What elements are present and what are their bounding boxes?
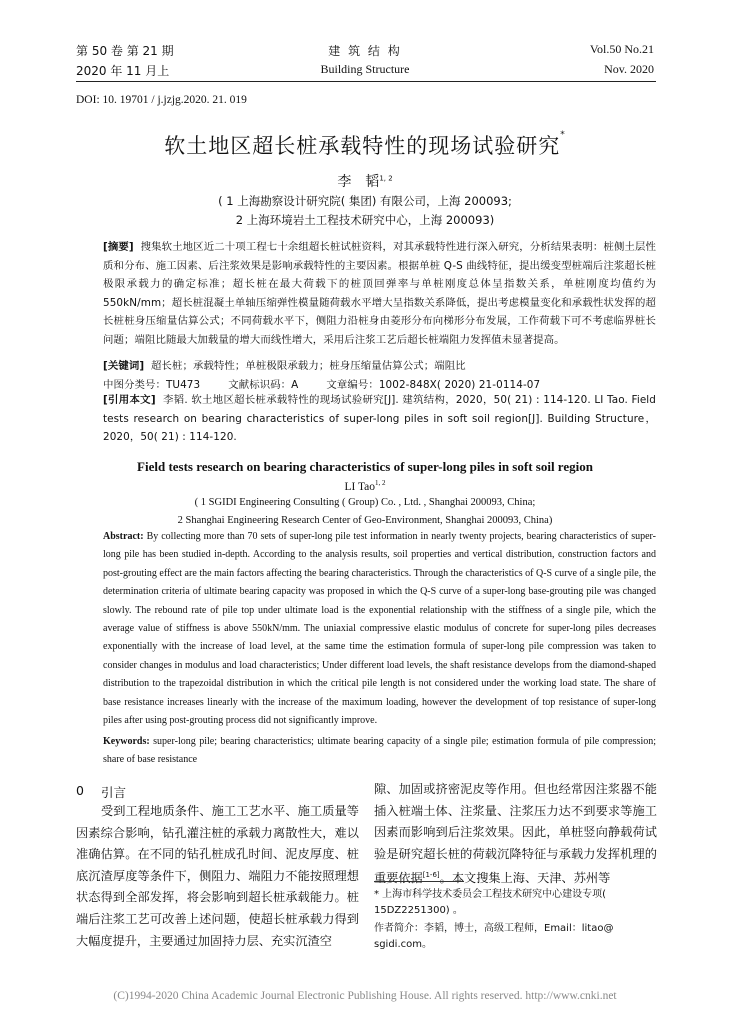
keywords-cn: [关键词] 超长桩；承载特性；单桩极限承载力；桩身压缩量估算公式；端阻比 [103,360,466,372]
abstract-cn: [摘要] 搜集软土地区近二十项工程七十余组超长桩试桩资料，对其承载特性进行深入研究，分析结果表明：桩侧土层性质和分布、施工因素、后注浆效果是影响承载特性的主要因素。根据单桩 Q-S 曲线特征，提出缓变型桩端后注浆超长桩极限承载力的确定标准；超长桩在最大荷载下的桩顶回弹率与单桩刚度总体呈指数关系，单桩刚度均值约为 550kN/mm；超长桩混凝土单轴压缩弹性模量随荷载水平增大呈指数关系降低，提出考虑模量变化和承载性状发挥的超长桩桩身压缩量估算公式；不同荷载水平下，侧阻力沿桩身由菱形分布向梯形分布发展，工作荷载下可不考虑临界桩长问题；端阻比随最大加载量的增大而线性增大，采用后注浆工艺后超长桩端阻力发挥值未显著提高。 [103,241,656,346]
section-heading: 引言 [101,785,127,800]
journal-date-en: Nov. 2020 [604,62,654,76]
page-title: 软土地区超长桩承载特性的现场试验研究* [164,130,566,158]
journal-volume: 第 50 卷 第 21 期 [76,44,174,58]
header-rule [76,81,656,82]
journal-name-en: Building Structure [320,62,410,76]
journal-date: 2020 年 11 月上 [76,64,170,78]
english-affiliation-2: 2 Shanghai Engineering Research Center of Geo-Environment, Shanghai 200093, China) [177,515,553,526]
keywords-en: Keywords: super-long pile; bearing characteristics; ultimate bearing capacity of a single pile; estimation formula of pile compression; share of base resistance [103,736,656,766]
english-author: LI Tao$^{1, 2}$ [344,479,386,493]
english-title: Field tests research on bearing characteristics of super-long piles in soft soil region [137,459,593,474]
doi: DOI: 10. 19701 / j.jzjg.2020. 21. 019 [76,94,247,106]
copyright-line: (C)1994-2020 China Academic Journal Electronic Publishing House. All rights reserved. http://www.cnki.net [113,990,617,1002]
intro-right-column: 隙、加固或挤密泥皮等作用。但也经常因注浆器不能插入桩端土体、注浆量、注浆压力达不到要求等施工因素而影响到后注浆效果。因此，单桩竖向静载荷试验是研究超长桩的荷载沉降特征与承载力发挥机理的重要依据[1-6]。本文搜集上海、天津、苏州等 [374,782,657,886]
footnote-author: 作者简介：李韬，博士，高级工程师，Email：litao@ sgidi.com。 [374,923,614,950]
abstract-en: Abstract: By collecting more than 70 sets of super-long pile test information in nearly twenty projects, bearing characteristics of super-long pile has been studied in-depth. According to the analysis results, soil properties and vertical distribution, construction factors and post-grouting effect are the main factors affecting the bearing characteristics. Through the characteristics of Q-S curve of a single pile, the determination criteria of ultimate bearing capacity was proposed in which the Q-S curve of a super-long base-grouting pile was changed slowly. The rebound rate of pile top under ultimate load is the exponential relationship with the stiffness of a single pile, which the average value of stiffness is above 550kN/mm. The uniaxial compressive elastic modulus of concrete for super-long piles decreases exponentially with the increase of load level, at the same time the estimation formula of super-long pile compression was taken to consider changes in modulus and load characteristics; Under different load levels, the shaft resistance develops from the diamond-shaped distribution to the trapezoidal distribution in which the critical pile length is not considered under the working load state. The share of base resistance increases linearly with the increase of the maximum loading, however the development of top resistance of super-long piles after using post-grouting process did not significantly improve. [103,531,656,727]
citation: [引用本文] 李韬. 软土地区超长桩承载特性的现场试验研究[J]. 建筑结构，2020，50( 21) : 114-120. LI Tao. Field tests research on bearing characteristics of super-long piles in soft soil region[J]. Building Structure，2020，50( 21) : 114-120. [103,394,656,443]
journal-volume-en: Vol.50 No.21 [589,42,654,56]
intro-left-column: 受到工程地质条件、施工工艺水平、施工质量等因素综合影响，钻孔灌注桩的承载力离散性大，难以准确估算。在不同的钻孔桩成孔时间、泥皮厚度、桩底沉渣厚度等条件下，侧阻力、端阻力不能按照理想状态得到全部发挥，将会影响到超长桩承载能力。桩端后注浆工艺可改善上述问题，使超长桩承载力得到大幅度提升，主要通过加固持力层、充实沉渣空 [76,804,359,948]
journal-name-cn: 建 筑 结 构 [328,44,402,58]
author: 李 韬$^{1, 2}$ [337,174,393,190]
classification-line: 中图分类号：TU473 文献标识码：A 文章编号：1002-848X( 2020) 21-0114-07 [103,379,541,391]
affiliation-1: ( 1 上海勘察设计研究院( 集团) 有限公司，上海 200093; [218,194,512,208]
english-affiliation-1: ( 1 SGIDI Engineering Consulting ( Group) Co. , Ltd. , Shanghai 200093, China; [194,497,536,508]
footnote-fund: * 上海市科学技术委员会工程技术研究中心建设专项( 15DZ2251300) 。 [374,889,607,916]
affiliation-2: 2 上海环境岩土工程技术研究中心，上海 200093) [235,213,495,227]
section-number: 0 [76,783,84,798]
footnote-rule [374,881,464,882]
